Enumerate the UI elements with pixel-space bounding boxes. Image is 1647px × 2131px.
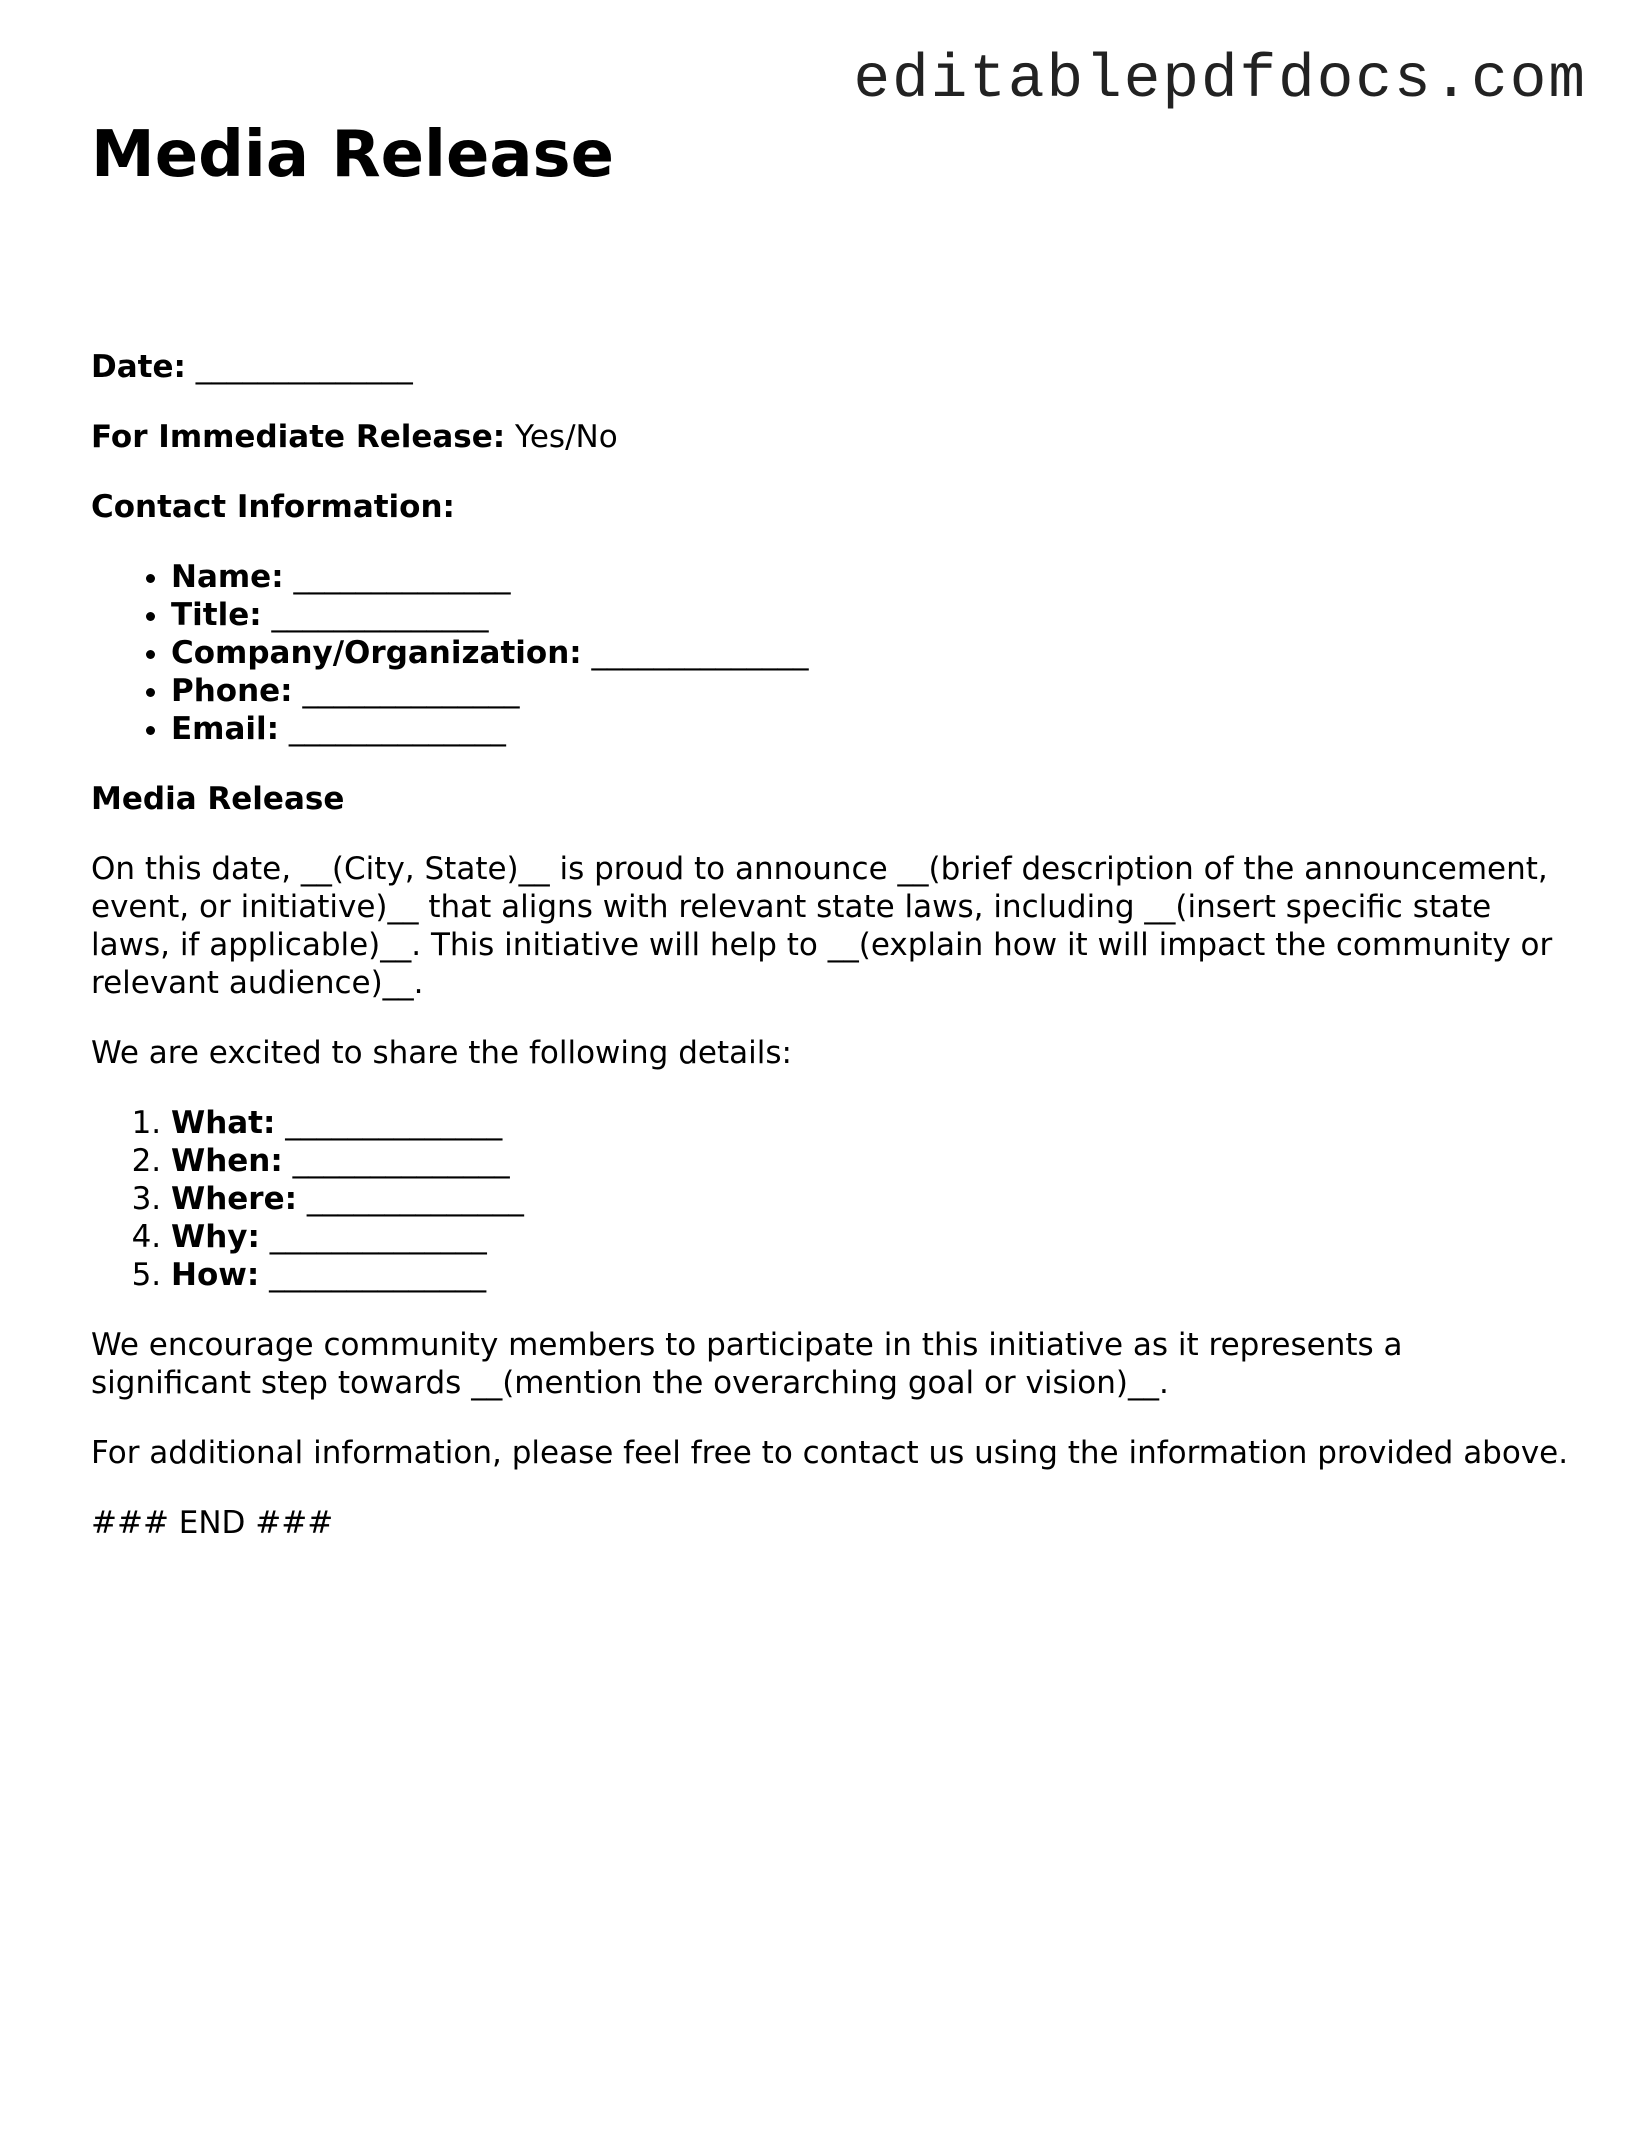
contact-label: Title:: [171, 597, 262, 633]
contact-label: Company/Organization:: [171, 635, 582, 671]
date-line: [91, 348, 1571, 386]
section-heading: Media Release: [91, 781, 345, 817]
contact-blank: ______________: [288, 711, 506, 747]
detail-blank: ______________: [306, 1181, 524, 1217]
date-blank: ______________: [195, 349, 413, 385]
detail-item-why: [171, 1218, 1571, 1256]
contact-blank: ______________: [293, 559, 511, 595]
immediate-release-label: For Immediate Release:: [91, 419, 506, 455]
detail-item-what: [171, 1104, 1571, 1142]
contact-blank: ______________: [591, 635, 809, 671]
detail-label: Why:: [171, 1219, 260, 1255]
encourage-paragraph: We encourage community members to participate in this initiative as it represents a significant step towards __(mention the overarching goal or vision)__.: [91, 1327, 1403, 1401]
contact-label: Phone:: [171, 673, 293, 709]
detail-blank: ______________: [285, 1105, 503, 1141]
detail-blank: ______________: [269, 1219, 487, 1255]
end-marker: ### END ###: [91, 1505, 334, 1541]
body-paragraph: On this date, __(City, State)__ is proud to announce __(brief description of the announcement, event, or initiative)__ that aligns with relevant state laws, including __(insert specific state laws, if applicable)__. This initiative will help to __(explain how it will impact the community or relevant audience)__.: [91, 851, 1553, 1001]
detail-label: What:: [171, 1105, 276, 1141]
contact-heading: Contact Information:: [91, 489, 455, 525]
watermark-site-name: editablepdfdocs.com: [853, 46, 1587, 115]
contact-blank: ______________: [271, 597, 489, 633]
detail-blank: ______________: [292, 1143, 510, 1179]
details-list: [91, 1104, 1571, 1294]
contact-list: [91, 558, 1571, 748]
contact-label: Email:: [171, 711, 280, 747]
additional-info-paragraph: For additional information, please feel free to contact us using the information provided above.: [91, 1435, 1569, 1471]
detail-blank: ______________: [269, 1257, 487, 1293]
details-intro: We are excited to share the following details:: [91, 1035, 792, 1071]
contact-item-name: [171, 558, 1571, 596]
detail-item-when: [171, 1142, 1571, 1180]
detail-label: When:: [171, 1143, 283, 1179]
contact-item-company: [171, 634, 1571, 672]
contact-blank: ______________: [302, 673, 520, 709]
page-title: Media Release: [91, 118, 615, 192]
contact-label: Name:: [171, 559, 284, 595]
detail-item-where: [171, 1180, 1571, 1218]
immediate-release-line: [91, 418, 1571, 456]
detail-label: How:: [171, 1257, 260, 1293]
date-label: Date:: [91, 349, 186, 385]
detail-item-how: [171, 1256, 1571, 1294]
document-page: [91, 115, 1571, 1542]
contact-item-email: [171, 710, 1571, 748]
detail-label: Where:: [171, 1181, 297, 1217]
contact-item-title: [171, 596, 1571, 634]
immediate-release-value: Yes/No: [515, 419, 618, 455]
contact-item-phone: [171, 672, 1571, 710]
